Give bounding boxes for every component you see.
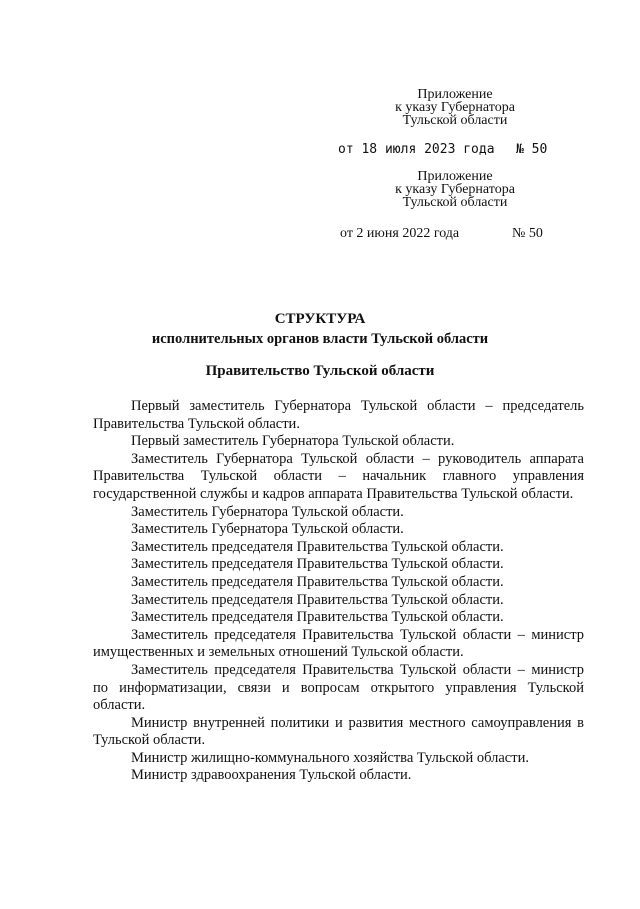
approval-block-current — [372, 88, 538, 127]
approval-line: к указу Губернатора — [395, 182, 515, 197]
list-item: Заместитель председателя Правительства Тульской области. — [131, 538, 504, 555]
list-item: Заместитель председателя Правительства Тульской области – министр по информатизации, связи и вопросам открытого управления Тульской области. — [93, 661, 584, 714]
list-item: Заместитель Губернатора Тульской области – руководитель аппарата Правительства Тульской области – начальник главного управления государственной службы и кадров аппарата Правительства Тульской области. — [93, 450, 584, 502]
decree-number: № 50 — [512, 226, 543, 241]
decree-date: от 2 июня 2022 года — [340, 226, 460, 241]
list-item: Заместитель Губернатора Тульской области. — [131, 521, 404, 538]
structure-list — [93, 398, 584, 785]
list-item: Министр здравоохранения Тульской области. — [131, 767, 412, 784]
decree-number: № 50 — [516, 142, 548, 157]
list-item: Заместитель председателя Правительства Тульской области – министр имущественных и земельных отношений Тульской области. — [93, 626, 584, 661]
list-item: Первый заместитель Губернатора Тульской области – председатель Правительства Тульской области. — [93, 398, 584, 432]
list-item: Первый заместитель Губернатора Тульской области. — [131, 433, 455, 450]
section-heading: Правительство Тульской области — [205, 363, 435, 379]
list-item: Министр внутренней политики и развития местного самоуправления в Тульской области. — [93, 714, 584, 749]
approval-line: Приложение — [417, 169, 493, 184]
document-subtitle: исполнительных органов власти Тульской области — [151, 331, 489, 347]
list-item: Заместитель председателя Правительства Тульской области. — [131, 609, 504, 626]
decree-date-original — [340, 226, 543, 242]
approval-block-original — [372, 170, 538, 209]
list-item: Министр жилищно-коммунального хозяйства Тульской области. — [131, 749, 529, 766]
list-item: Заместитель председателя Правительства Тульской области. — [131, 591, 504, 608]
list-item: Заместитель Губернатора Тульской области. — [131, 503, 404, 520]
approval-line: Тульской области — [402, 195, 508, 210]
approval-line: Приложение — [417, 87, 493, 102]
approval-line: к указу Губернатора — [395, 100, 515, 115]
decree-date-current — [338, 142, 548, 157]
list-item: Заместитель председателя Правительства Тульской области. — [131, 556, 504, 573]
approval-line: Тульской области — [402, 113, 508, 128]
list-item: Заместитель председателя Правительства Тульской области. — [131, 573, 504, 590]
document-title: СТРУКТУРА — [274, 311, 366, 327]
decree-date: от 18 июля 2023 года — [338, 142, 495, 157]
